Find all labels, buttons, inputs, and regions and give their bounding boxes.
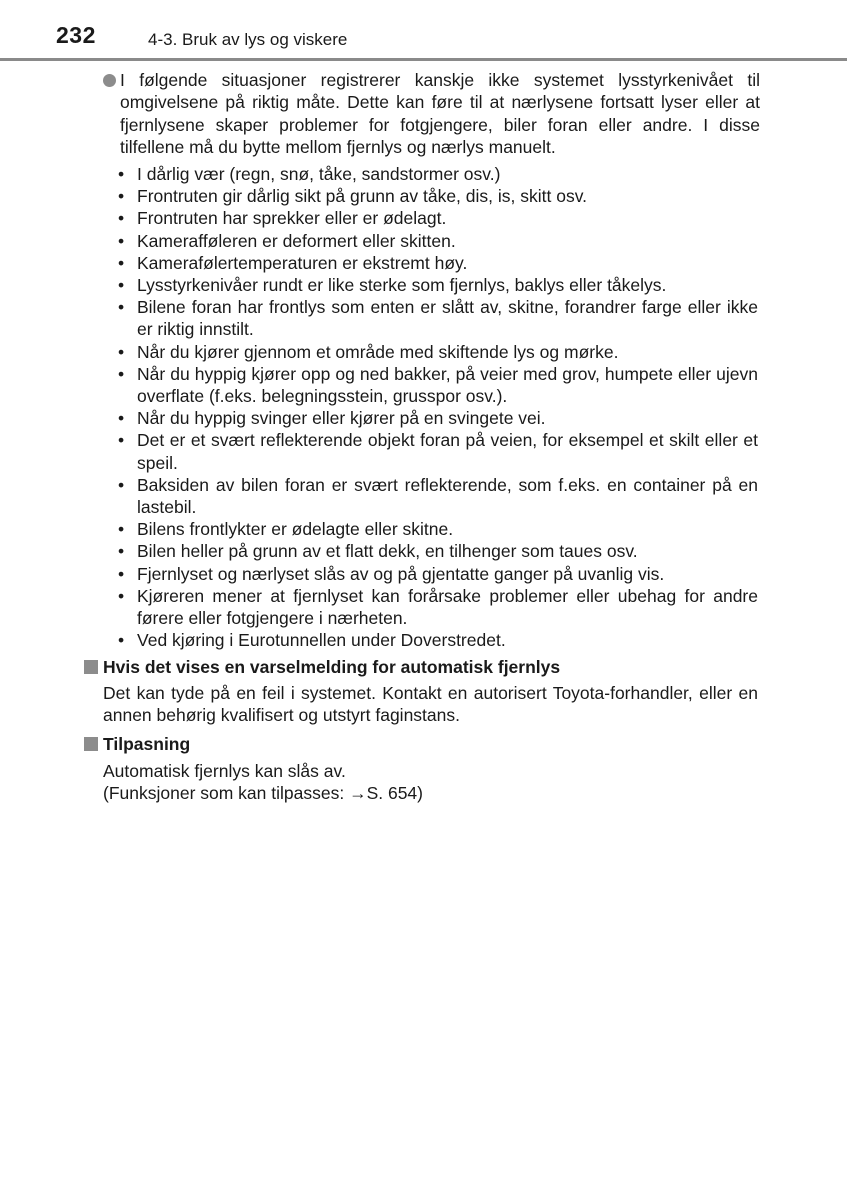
list-item: • Kjøreren mener at fjernlyset kan forårsake problemer eller ubehag for andre førere eller fotgjengere i nærheten. xyxy=(118,585,758,629)
list-item: • Lysstyrkenivåer rundt er like sterke som fjernlys, baklys eller tåkelys. xyxy=(118,275,667,296)
customize-line-2: (Funksjoner som kan tilpasses: →S. 654) xyxy=(103,783,423,803)
bullet-icon: • xyxy=(118,275,125,296)
bullet-icon: • xyxy=(118,541,125,562)
square-bullet-icon xyxy=(84,737,98,751)
list-item: • Frontruten har sprekker eller er ødelagt. xyxy=(118,208,447,229)
bullet-icon: • xyxy=(118,408,125,429)
list-item: • Ved kjøring i Eurotunnellen under Doverstredet. xyxy=(118,630,506,651)
bullet-icon: • xyxy=(118,230,125,251)
bullet-icon: • xyxy=(118,164,125,184)
list-item: • Bilen heller på grunn av et flatt dekk, en tilhenger som taues osv. xyxy=(118,541,638,562)
list-item: • Fjernlyset og nærlyset slås av og på gjentatte ganger på uvanlig vis. xyxy=(118,563,665,584)
list-item: • Når du hyppig kjører opp og ned bakker, på veier med grov, humpete eller ujevn overflate (f.eks. belegningsstein, grusspor osv.). xyxy=(118,363,758,407)
list-item: • Det er et svært reflekterende objekt foran på veien, for eksempel et skilt eller et speil. xyxy=(118,430,758,473)
bullet-icon: • xyxy=(118,363,125,384)
list-item: • Når du hyppig svinger eller kjører på en svingete vei. xyxy=(118,408,546,429)
list-item: • Baksiden av bilen foran er svært reflekterende, som f.eks. en container på en lastebil. xyxy=(118,474,758,518)
list-item: • I dårlig vær (regn, snø, tåke, sandstormer osv.) xyxy=(118,164,501,184)
customize-line-1: Automatisk fjernlys kan slås av. xyxy=(103,761,346,781)
customize-heading: Tilpasning xyxy=(84,733,190,755)
intro-paragraph: I følgende situasjoner registrerer kanskje ikke systemet lysstyrkenivået til omgivelsene på riktig måte. Dette kan føre til at nærlysene fortsatt lyser eller at fjernlysene skaper problemer for fotgjengere, biler foran eller andre. I disse tilfellene må du bytte mellom fjernlys og nærlys manuelt. xyxy=(120,70,760,158)
section-title: 4-3. Bruk av lys og viskere xyxy=(148,30,348,49)
bullet-icon: • xyxy=(118,430,125,451)
bullet-icon: • xyxy=(118,519,125,540)
bullet-icon: • xyxy=(118,585,125,606)
list-item: • Frontruten gir dårlig sikt på grunn av tåke, dis, is, skitt osv. xyxy=(118,186,588,207)
list-item: • Bilene foran har frontlys som enten er slått av, skitne, forandrer farge eller ikke er riktig innstilt. xyxy=(118,297,758,340)
list-item: • Bilens frontlykter er ødelagte eller skitne. xyxy=(118,519,454,540)
list-item: • Kamerafføleren er deformert eller skitten. xyxy=(118,230,456,251)
bullet-icon: • xyxy=(118,341,125,362)
bullet-icon: • xyxy=(118,630,125,651)
page-header xyxy=(0,0,847,60)
bullet-icon: • xyxy=(118,252,125,273)
page-number: 232 xyxy=(56,22,96,48)
warning-body: Det kan tyde på en feil i systemet. Kontakt en autorisert Toyota-forhandler, eller en annen behørig kvalifisert og utstyrt faginstans. xyxy=(103,683,758,726)
square-bullet-icon xyxy=(84,660,98,674)
condition-list xyxy=(118,163,758,651)
list-item: • Kamerafølertemperaturen er ekstremt høy. xyxy=(118,252,468,273)
bullet-icon: • xyxy=(118,297,125,318)
bullet-icon: • xyxy=(118,186,125,207)
bullet-icon: • xyxy=(118,563,125,584)
circle-bullet-icon xyxy=(103,74,116,87)
header-divider xyxy=(0,58,847,61)
bullet-icon: • xyxy=(118,208,125,229)
list-item: • Når du kjører gjennom et område med skiftende lys og mørke. xyxy=(118,341,619,362)
warning-heading: Hvis det vises en varselmelding for automatisk fjernlys xyxy=(84,656,560,678)
bullet-icon: • xyxy=(118,474,125,495)
